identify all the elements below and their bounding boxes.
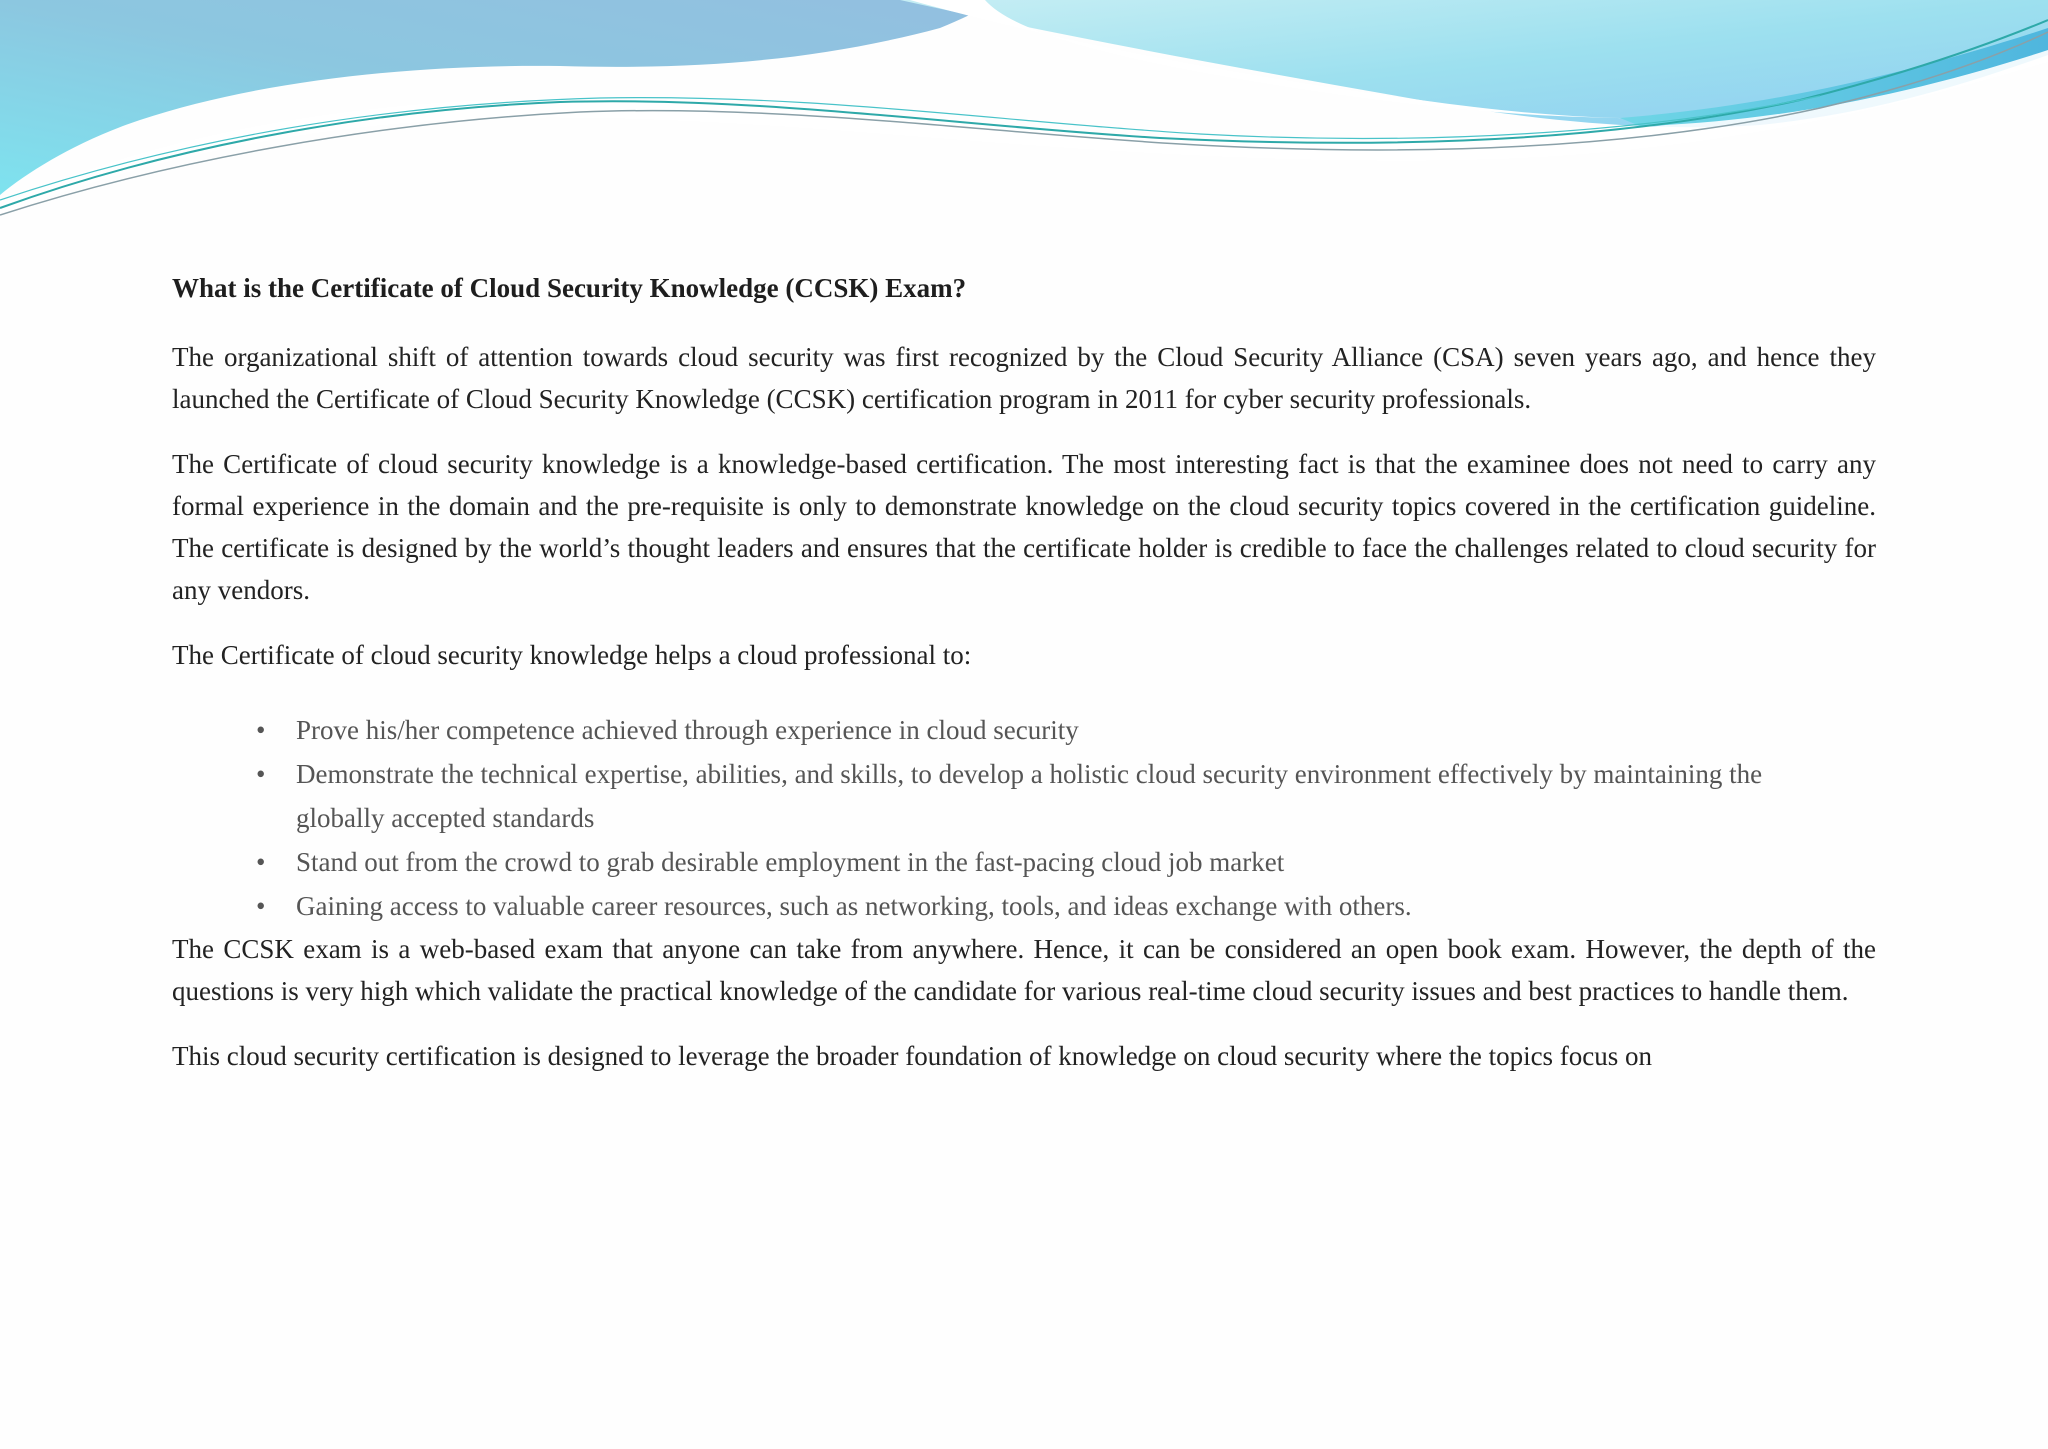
list-item-text: Prove his/her competence achieved through experience in cloud security bbox=[296, 715, 1079, 745]
paragraph-5: This cloud security certification is designed to leverage the broader foundation of knowledge on cloud security where the topics focus on bbox=[172, 1041, 1653, 1071]
paragraph-2: The Certificate of cloud security knowledge is a knowledge-based certification. The most interesting fact is that the examinee does not need to carry any formal experience in the domain and the pre-requisite is only to demonstrate knowledge on the cloud security topics covered in the certification guideline. The certificate is designed by the world’s thought leaders and ensures that the certificate holder is credible to face the challenges related to cloud security for any vendors. bbox=[172, 449, 1876, 605]
bullet-icon: • bbox=[256, 759, 266, 789]
list-item-text: Demonstrate the technical expertise, abilities, and skills, to develop a holistic cloud security environment effectively by maintaining the globally accepted standards bbox=[296, 759, 1763, 833]
bullet-icon: • bbox=[256, 847, 266, 877]
list-item-text: Gaining access to valuable career resources, such as networking, tools, and ideas exchange with others. bbox=[296, 891, 1412, 921]
list-item bbox=[256, 752, 1876, 840]
list-item bbox=[256, 884, 1876, 928]
header-wave-decoration bbox=[0, 0, 2048, 230]
list-item bbox=[256, 708, 1876, 752]
paragraph-4: The CCSK exam is a web-based exam that anyone can take from anywhere. Hence, it can be considered an open book exam. However, the depth of the questions is very high which validate the practical knowledge of the candidate for various real-time cloud security issues and best practices to handle them. bbox=[172, 934, 1876, 1006]
paragraph-3: The Certificate of cloud security knowledge helps a cloud professional to: bbox=[172, 640, 972, 670]
list-item-text: Stand out from the crowd to grab desirable employment in the fast-pacing cloud job market bbox=[296, 847, 1285, 877]
bullet-icon: • bbox=[256, 891, 266, 921]
bullet-icon: • bbox=[256, 715, 266, 745]
paragraph-1: The organizational shift of attention towards cloud security was first recognized by the Cloud Security Alliance (CSA) seven years ago, and hence they launched the Certificate of Cloud Security Knowledge (CCSK) certification program in 2011 for cyber security professionals. bbox=[172, 342, 1876, 414]
document-body bbox=[172, 268, 1876, 1100]
benefit-list bbox=[172, 708, 1876, 928]
list-item bbox=[256, 840, 1876, 884]
page-title: What is the Certificate of Cloud Security Knowledge (CCSK) Exam? bbox=[172, 273, 967, 303]
